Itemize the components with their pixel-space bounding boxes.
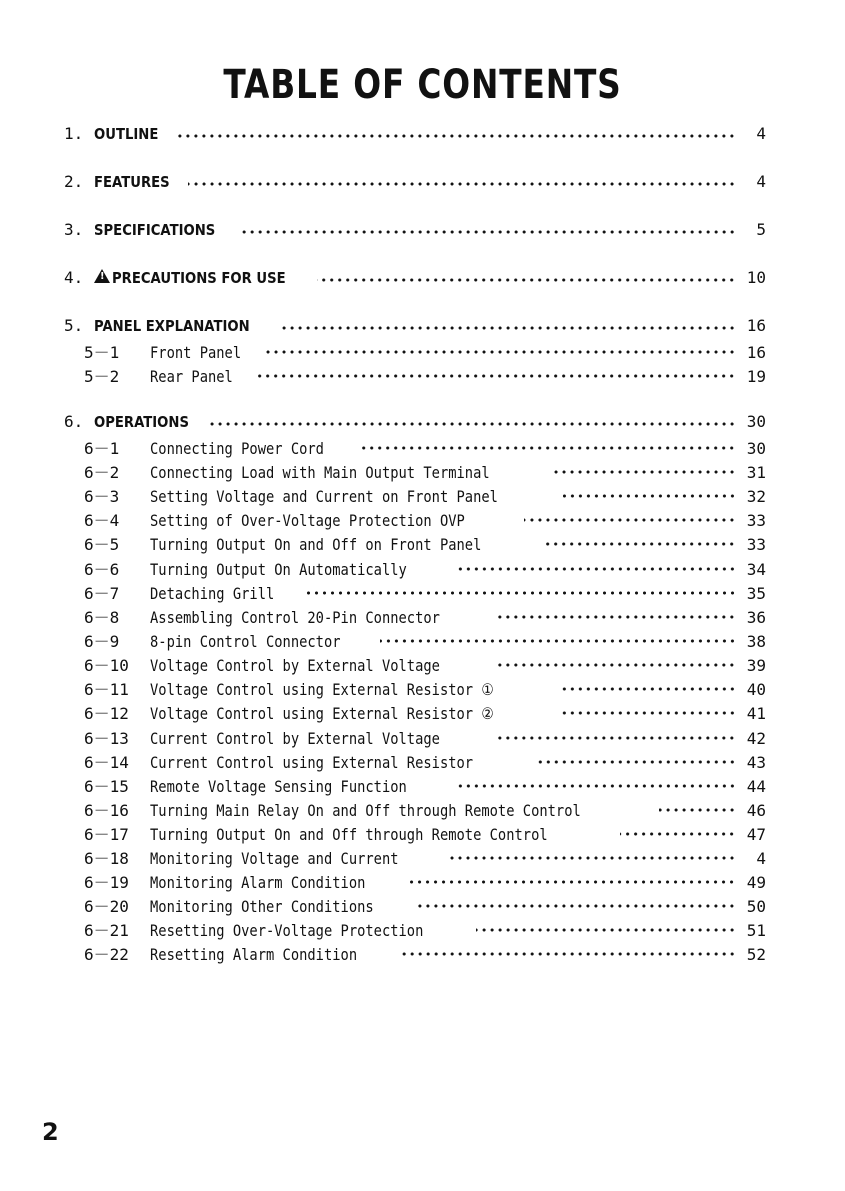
entry-title: Setting Voltage and Current on Front Panel <box>150 487 498 506</box>
caution-triangle-icon <box>94 269 110 283</box>
entry-title: Monitoring Other Conditions <box>150 897 374 916</box>
dot-leader <box>188 181 736 187</box>
entry-number: 6－16 <box>84 801 129 820</box>
entry-page-number: 31 <box>746 463 766 482</box>
entry-title: SPECIFICATIONS <box>94 221 216 239</box>
entry-title: Turning Main Relay On and Off through Remote Control <box>150 801 581 820</box>
entry-number: 6－20 <box>84 897 129 916</box>
entry-title: Front Panel <box>150 343 242 362</box>
toc-subentry <box>84 774 766 798</box>
entry-title: Resetting Over-Voltage Protection <box>150 921 424 940</box>
dot-leader <box>279 325 736 331</box>
entry-number: 6－18 <box>84 849 129 868</box>
entry-page-number: 36 <box>746 608 766 627</box>
entry-title: Current Control by External Voltage <box>150 729 440 748</box>
entry-number: 6－19 <box>84 873 129 892</box>
entry-title: Monitoring Voltage and Current <box>150 849 399 868</box>
entry-page-number: 5 <box>756 220 766 239</box>
entry-number: 6－8 <box>84 608 120 627</box>
dot-leader <box>418 903 736 909</box>
entry-number: 6－11 <box>84 680 129 699</box>
entry-number: 1. <box>64 124 84 143</box>
dot-leader <box>408 879 736 885</box>
entry-title: Connecting Power Cord <box>150 439 324 458</box>
entry-title: Voltage Control using External Resistor ② <box>150 704 494 723</box>
entry-page-number: 33 <box>746 511 766 530</box>
toc-entry <box>64 172 766 196</box>
entry-title: Voltage Control by External Voltage <box>150 656 440 675</box>
entry-title: Setting of Over-Voltage Protection OVP <box>150 511 465 530</box>
entry-page-number: 42 <box>746 729 766 748</box>
entry-page-number: 38 <box>746 632 766 651</box>
entry-title: Monitoring Alarm Condition <box>150 873 366 892</box>
dot-leader <box>495 614 736 620</box>
toc-subentry <box>84 918 766 942</box>
toc-subentry <box>84 557 766 581</box>
entry-number: 5－2 <box>84 367 120 386</box>
entry-number: 5－1 <box>84 343 120 362</box>
entry-number: 5. <box>64 316 84 335</box>
entry-title: FEATURES <box>94 173 170 191</box>
entry-page-number: 30 <box>746 439 766 458</box>
toc-subentry <box>84 629 766 653</box>
toc-subentry <box>84 942 766 966</box>
entry-page-number: 4 <box>756 172 766 191</box>
entry-title: Current Control using External Resistor <box>150 753 474 772</box>
dot-leader <box>495 735 736 741</box>
toc-subentry <box>84 798 766 822</box>
entry-title: Resetting Alarm Condition <box>150 945 358 964</box>
toc-subentry <box>84 750 766 774</box>
entry-title: Turning Output On Automatically <box>150 560 407 579</box>
toc-subentry <box>84 484 766 508</box>
dot-leader <box>524 517 736 523</box>
toc-subentry <box>84 460 766 484</box>
toc-subentry <box>84 726 766 750</box>
entry-number: 6－15 <box>84 777 129 796</box>
entry-number: 6－14 <box>84 753 129 772</box>
entry-number: 2. <box>64 172 84 191</box>
dot-leader <box>240 229 736 235</box>
entry-number: 6. <box>64 412 84 431</box>
entry-page-number: 30 <box>746 412 766 431</box>
entry-page-number: 33 <box>746 535 766 554</box>
toc-subentry <box>84 894 766 918</box>
entry-page-number: 47 <box>746 825 766 844</box>
toc-entry <box>64 412 766 436</box>
entry-page-number: 16 <box>746 316 766 335</box>
entry-page-number: 34 <box>746 560 766 579</box>
toc-subentry <box>84 605 766 629</box>
entry-title: Turning Output On and Off through Remote Control <box>150 825 548 844</box>
entry-page-number: 39 <box>746 656 766 675</box>
entry-title: PANEL EXPLANATION <box>94 317 250 335</box>
entry-number: 6－17 <box>84 825 129 844</box>
entry-number: 6－12 <box>84 704 129 723</box>
entry-number: 6－9 <box>84 632 120 651</box>
entry-number: 6－10 <box>84 656 129 675</box>
dot-leader <box>210 421 736 427</box>
toc-subentry <box>84 340 766 364</box>
dot-leader <box>495 662 736 668</box>
toc-subentry <box>84 701 766 725</box>
dot-leader <box>457 566 736 572</box>
entry-number: 4. <box>64 268 84 287</box>
entry-number: 6－4 <box>84 511 120 530</box>
entry-page-number: 16 <box>746 343 766 362</box>
entry-title: OPERATIONS <box>94 413 189 431</box>
dot-leader <box>553 469 736 475</box>
toc-subentry <box>84 653 766 677</box>
dot-leader <box>558 686 736 692</box>
entry-title: PRECAUTIONS FOR USE <box>112 269 286 287</box>
page-title: TABLE OF CONTENTS <box>223 62 622 108</box>
entry-page-number: 49 <box>746 873 766 892</box>
entry-page-number: 10 <box>746 268 766 287</box>
entry-number: 6－5 <box>84 535 120 554</box>
entry-page-number: 32 <box>746 487 766 506</box>
entry-number: 6－21 <box>84 921 129 940</box>
entry-title: Remote Voltage Sensing Function <box>150 777 407 796</box>
entry-title: OUTLINE <box>94 125 159 143</box>
toc-entry <box>64 220 766 244</box>
entry-number: 6－1 <box>84 439 120 458</box>
toc-subentry <box>84 677 766 701</box>
toc-subentry <box>84 846 766 870</box>
entry-page-number: 4 <box>756 124 766 143</box>
entry-page-number: 35 <box>746 584 766 603</box>
toc-subentry <box>84 532 766 556</box>
entry-page-number: 44 <box>746 777 766 796</box>
entry-page-number: 4 <box>756 849 766 868</box>
entry-page-number: 40 <box>746 680 766 699</box>
dot-leader <box>558 710 736 716</box>
dot-leader <box>563 493 736 499</box>
dot-leader <box>476 927 736 933</box>
dot-leader <box>254 373 736 379</box>
entry-number: 3. <box>64 220 84 239</box>
entry-number: 6－6 <box>84 560 120 579</box>
entry-page-number: 19 <box>746 367 766 386</box>
page-number: 2 <box>42 1118 59 1146</box>
entry-page-number: 51 <box>746 921 766 940</box>
entry-title: Rear Panel <box>150 367 233 386</box>
dot-leader <box>360 445 736 451</box>
toc-subentry <box>84 364 766 388</box>
dot-leader <box>447 855 736 861</box>
entry-page-number: 50 <box>746 897 766 916</box>
dot-leader <box>380 638 736 644</box>
dot-leader <box>264 349 736 355</box>
toc-entry <box>64 316 766 340</box>
entry-page-number: 41 <box>746 704 766 723</box>
entry-title: Voltage Control using External Resistor ① <box>150 680 494 699</box>
toc-entry <box>64 124 766 148</box>
toc-subentry <box>84 822 766 846</box>
toc-subentry <box>84 508 766 532</box>
entry-page-number: 52 <box>746 945 766 964</box>
entry-number: 6－22 <box>84 945 129 964</box>
dot-leader <box>620 831 736 837</box>
toc-subentry <box>84 436 766 460</box>
dot-leader <box>303 590 737 596</box>
entry-number: 6－2 <box>84 463 120 482</box>
entry-title: Assembling Control 20-Pin Connector <box>150 608 440 627</box>
dot-leader <box>399 951 736 957</box>
entry-title: Connecting Load with Main Output Terminal <box>150 463 490 482</box>
toc-subentry <box>84 870 766 894</box>
entry-title: Turning Output On and Off on Front Panel <box>150 535 482 554</box>
entry-number: 6－3 <box>84 487 120 506</box>
entry-page-number: 43 <box>746 753 766 772</box>
dot-leader <box>659 807 736 813</box>
dot-leader <box>317 277 736 283</box>
toc-subentry <box>84 581 766 605</box>
entry-title: Detaching Grill <box>150 584 275 603</box>
dot-leader <box>543 541 736 547</box>
dot-leader <box>175 133 736 139</box>
entry-number: 6－7 <box>84 584 120 603</box>
toc-entry <box>64 268 766 292</box>
entry-page-number: 46 <box>746 801 766 820</box>
entry-title: 8-pin Control Connector <box>150 632 341 651</box>
dot-leader <box>534 759 736 765</box>
entry-number: 6－13 <box>84 729 129 748</box>
dot-leader <box>457 783 736 789</box>
